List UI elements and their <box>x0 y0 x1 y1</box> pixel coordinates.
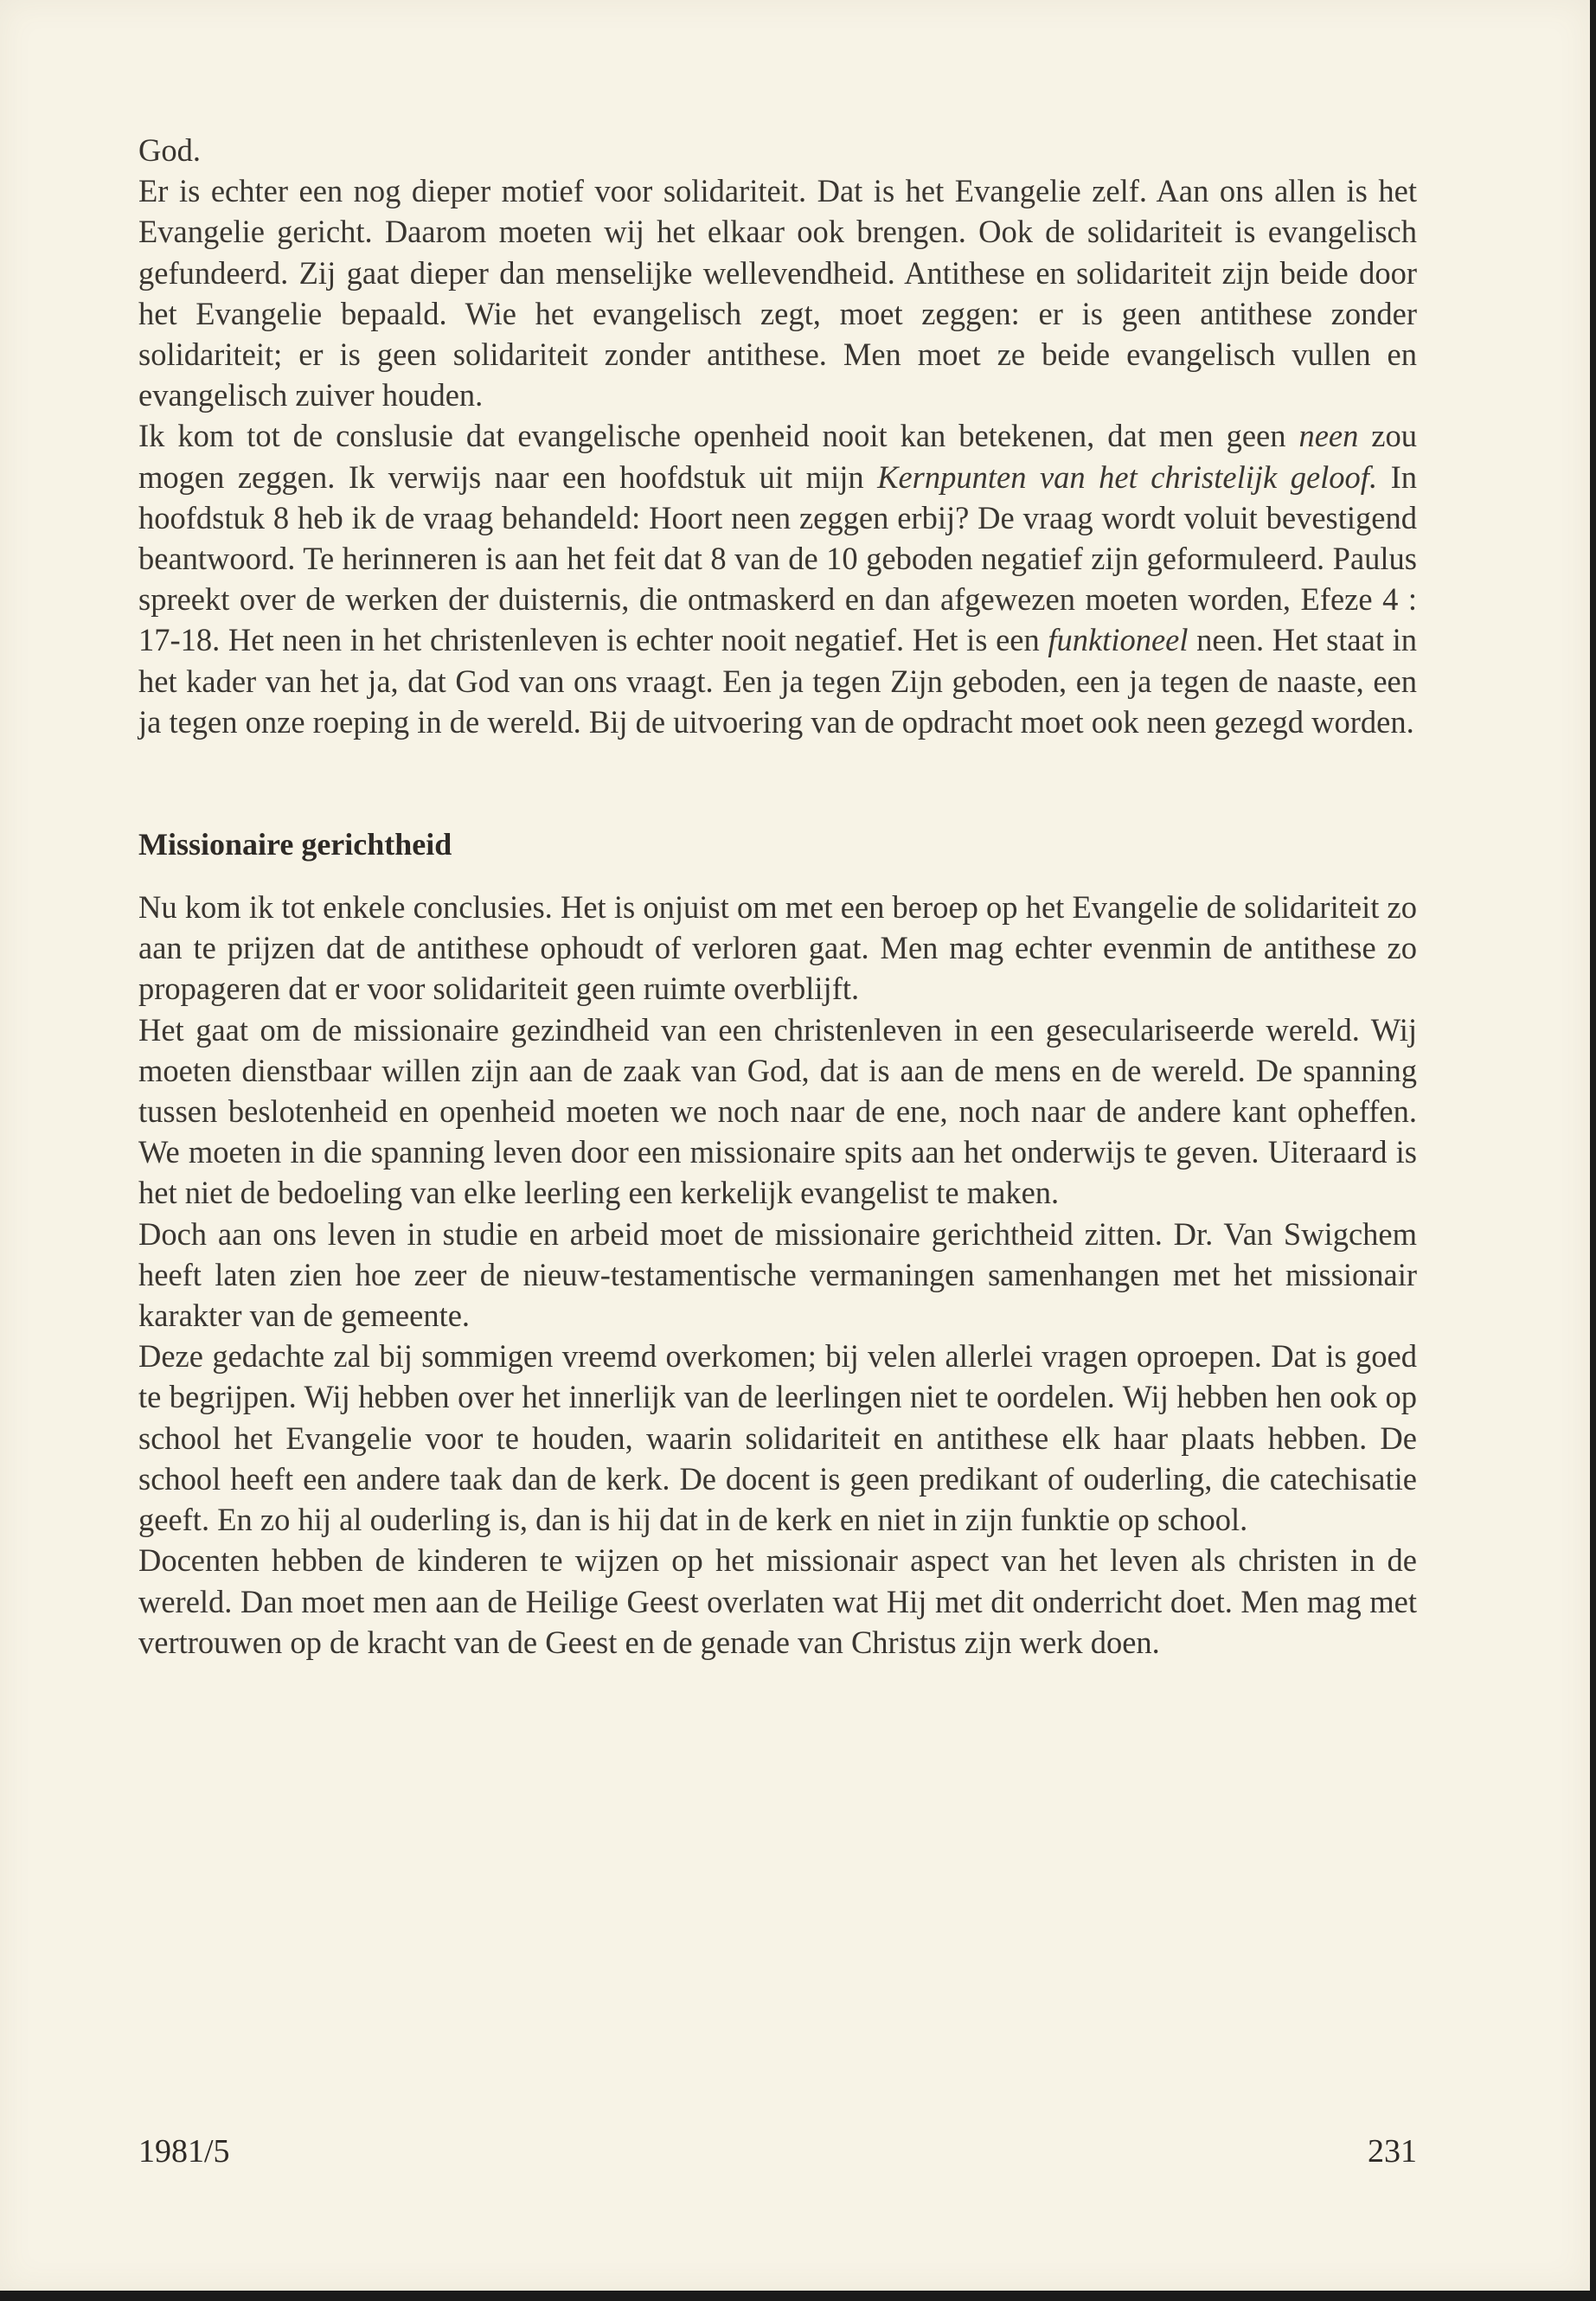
paragraph: Deze gedachte zal bij sommigen vreemd overkomen; bij velen allerlei vragen oproepen. Dat is goed te begrijpen. Wij hebben over het innerlijk van de leerlingen niet te oordelen. Wij hebben hen ook op school het Evangelie voor te houden, waarin solidariteit en antithese elk haar plaats hebben. De school heeft een andere taak dan de kerk. De docent is geen predikant of ouderling, die catechisatie geeft. En zo hij al ouderling is, dan is hij dat in de kerk en niet in zijn funktie op school. <box>138 1338 1417 1538</box>
text-run: In hoofdstuk 8 heb ik de vraag behandeld: Hoort neen zeggen erbij? De vraag wordt voluit bevestigend beantwoord. Te herinneren is aan het feit dat 8 van de 10 geboden negatief zijn geformuleerd. Paulus spreekt over de werken der duisternis, die ontmaskerd en dan afgewezen moeten worden, Efeze 4 : 17-18. Het neen in het christenleven is echter nooit negatief. Het is een <box>138 458 1417 658</box>
paragraph: Er is echter een nog dieper motief voor solidariteit. Dat is het Evangelie zelf. Aan ons allen is het Evangelie gericht. Daarom moeten wij het elkaar ook brengen. Ook de solidariteit is evangelisch gefundeerd. Zij gaat dieper dan menselijke wellevendheid. Antithese en solidariteit zijn beide door het Evangelie bepaald. Wie het evangelisch zegt, moet zeggen: er is geen antithese zonder solidariteit; er is geen solidariteit zonder antithese. Men moet ze beide evangelisch vullen en evangelisch zuiver houden. <box>138 173 1417 413</box>
text-run: neen. Het staat in het kader van het ja, dat God van ons vraagt. Een ja tegen Zijn geboden, een ja tegen de naaste, een ja tegen onze roeping in de wereld. Bij de uitvoering van de opdracht moet ook neen gezegd worden. <box>138 622 1417 740</box>
paragraph: Nu kom ik tot enkele conclusies. Het is onjuist om met een beroep op het Evangelie de solidariteit zo aan te prijzen dat de antithese ophoudt of verloren gaat. Men mag echter evenmin de antithese zo propageren dat er voor solidariteit geen ruimte overblijft. <box>138 889 1417 1007</box>
book-title: Kernpunten van het christelijk geloof. <box>877 458 1378 495</box>
emphasis-neen: neen <box>1298 418 1359 454</box>
emphasis-funktioneel: funktioneel <box>1048 622 1189 658</box>
page-number: 231 <box>1368 2133 1417 2170</box>
page-footer <box>138 2132 1417 2176</box>
article-body <box>138 130 1417 1663</box>
text-run: Ik kom tot de conslusie dat evangelische openheid nooit kan betekenen, dat men geen <box>138 418 1299 454</box>
paragraph: Doch aan ons leven in studie en arbeid moet de missionaire gerichtheid zitten. Dr. Van Swigchem heeft laten zien hoe zeer de nieuw-testamentische vermaningen samenhangen met het missionair karakter van de gemeente. <box>138 1215 1417 1334</box>
text-run: zou mogen zeggen. Ik verwijs naar een hoofdstuk uit mijn <box>138 418 1418 495</box>
paragraph: Docenten hebben de kinderen te wijzen op het missionair aspect van het leven als christen in de wereld. Dan moet men aan de Heilige Geest overlaten wat Hij met dit onderricht doet. Men mag met vertrouwen op de kracht van de Geest en de genade van Christus zijn werk doen. <box>138 1542 1417 1660</box>
paragraph <box>138 415 1417 742</box>
paragraph: Het gaat om de missionaire gezindheid van een christenleven in een geseculariseerde wereld. Wij moeten dienstbaar willen zijn aan de zaak van God, dat is aan de mens en de wereld. De spanning tussen beslotenheid en openheid moeten we noch naar de ene, noch naar de andere kant opheffen. We moeten in die spanning leven door een missionaire spits aan het onderwijs te geven. Uiteraard is het niet de bedoeling van elke leerling een kerkelijk evangelist te maken. <box>138 1011 1417 1211</box>
paragraph: God. <box>138 132 201 168</box>
issue-number: 1981/5 <box>138 2133 230 2170</box>
section-heading: Missionaire gerichtheid <box>138 827 452 862</box>
